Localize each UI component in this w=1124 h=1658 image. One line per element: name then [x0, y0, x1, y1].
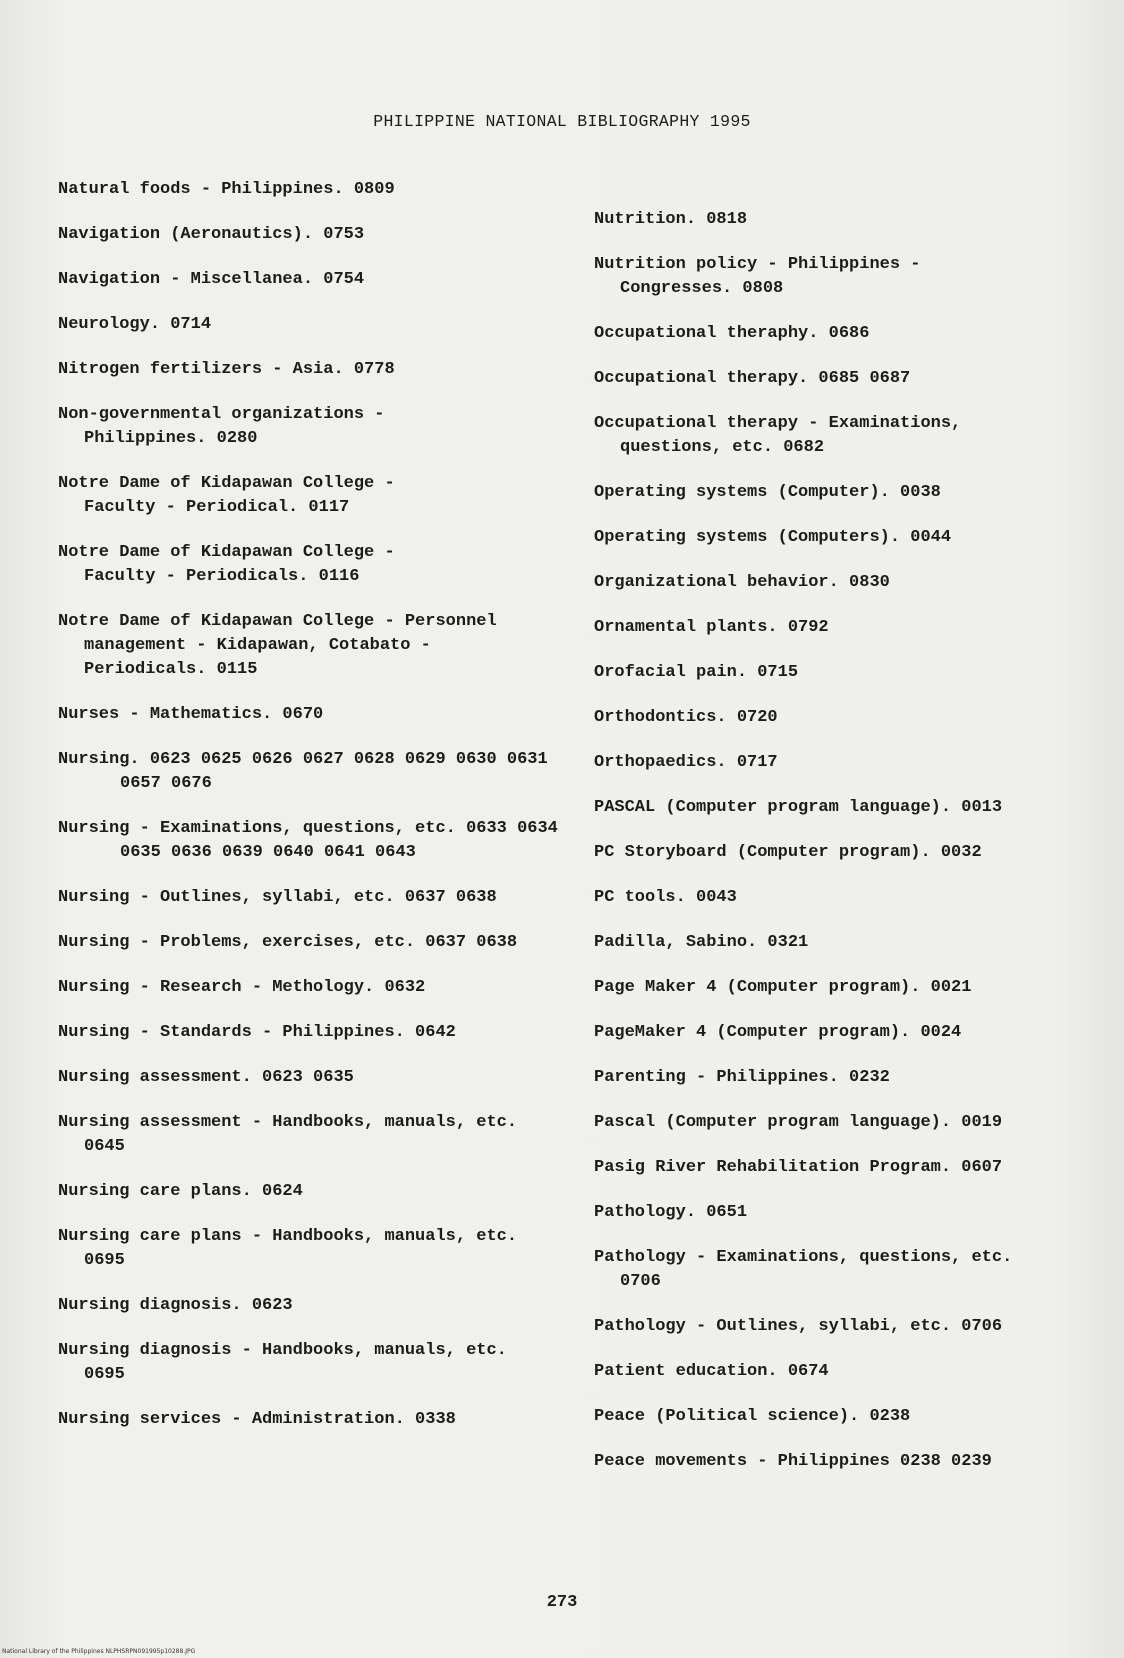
index-entry: Nursing care plans - Handbooks, manuals, etc. 0695 [58, 1227, 528, 1270]
index-entry: PC tools. 0043 [594, 888, 737, 907]
index-entry: Notre Dame of Kidapawan College - Faculty - Periodicals. 0116 [58, 543, 405, 586]
left-column [58, 178, 569, 1432]
index-entry: Patient education. 0674 [594, 1362, 829, 1381]
index-entry: Ornamental plants. 0792 [594, 618, 829, 637]
index-entry: Orthodontics. 0720 [594, 708, 778, 727]
page-title: PHILIPPINE NATIONAL BIBLIOGRAPHY 1995 [373, 112, 751, 131]
index-entry: Page Maker 4 (Computer program). 0021 [594, 978, 972, 997]
index-entry: Operating systems (Computers). 0044 [594, 528, 952, 547]
index-entry: Pathology - Outlines, syllabi, etc. 0706 [594, 1317, 1003, 1336]
index-entry: Nurses - Mathematics. 0670 [58, 705, 324, 724]
index-entry: PC Storyboard (Computer program). 0032 [594, 843, 982, 862]
index-entry: Nutrition policy - Philippines - Congresses. 0808 [594, 255, 931, 298]
index-entry: Nursing. 0623 0625 0626 0627 0628 0629 0630 0631 0657 0676 [58, 750, 558, 793]
page-number: 273 [546, 1593, 578, 1612]
index-entry: PASCAL (Computer program language). 0013 [594, 798, 1003, 817]
index-entry: Orthopaedics. 0717 [594, 753, 778, 772]
index-entry: Nursing services - Administration. 0338 [58, 1410, 456, 1429]
index-entry: Pathology. 0651 [594, 1203, 748, 1222]
index-entry: Nursing assessment - Handbooks, manuals, etc. 0645 [58, 1113, 528, 1156]
scan-footer: National Library of the Philippines NLPHSRPN091995p10288.JPG [2, 1648, 196, 1655]
index-entry: Nursing - Problems, exercises, etc. 0637 0638 [58, 933, 518, 952]
index-entry: Nursing care plans. 0624 [58, 1182, 303, 1201]
index-entry: Notre Dame of Kidapawan College - Personnel management - Kidapawan, Cotabato - Periodicals. 0115 [58, 612, 507, 679]
index-entry: Nitrogen fertilizers - Asia. 0778 [58, 360, 395, 379]
index-entry: Navigation - Miscellanea. 0754 [58, 270, 365, 289]
index-entry: Parenting - Philippines. 0232 [594, 1068, 890, 1087]
index-entry: Navigation (Aeronautics). 0753 [58, 225, 365, 244]
index-entry: Notre Dame of Kidapawan College - Faculty - Periodical. 0117 [58, 474, 405, 517]
index-entry: Occupational theraphy. 0686 [594, 324, 870, 343]
index-entry: Nutrition. 0818 [594, 210, 748, 229]
index-entry: Occupational therapy - Examinations, questions, etc. 0682 [594, 414, 972, 457]
index-entry: Pasig River Rehabilitation Program. 0607 [594, 1158, 1003, 1177]
index-entry: Peace (Political science). 0238 [594, 1407, 911, 1426]
index-entry: Occupational therapy. 0685 0687 [594, 369, 911, 388]
index-entry: Natural foods - Philippines. 0809 [58, 180, 395, 199]
index-entry: Operating systems (Computer). 0038 [594, 483, 941, 502]
index-entry: Padilla, Sabino. 0321 [594, 933, 809, 952]
index-entry: Pascal (Computer program language). 0019 [594, 1113, 1003, 1132]
index-entry: Nursing diagnosis - Handbooks, manuals, etc. 0695 [58, 1341, 518, 1384]
right-column [594, 208, 1114, 1474]
index-entry: Nursing - Standards - Philippines. 0642 [58, 1023, 456, 1042]
index-entry: Peace movements - Philippines 0238 0239 [594, 1452, 992, 1471]
index-entry: Neurology. 0714 [58, 315, 212, 334]
index-entry: Nursing - Outlines, syllabi, etc. 0637 0638 [58, 888, 497, 907]
index-entry: Pathology - Examinations, questions, etc. 0706 [594, 1248, 1023, 1291]
index-entry: Organizational behavior. 0830 [594, 573, 890, 592]
index-entry: Nursing - Research - Methology. 0632 [58, 978, 426, 997]
index-entry: Orofacial pain. 0715 [594, 663, 799, 682]
index-entry: Nursing assessment. 0623 0635 [58, 1068, 354, 1087]
index-entry: Non-governmental organizations - Philippines. 0280 [58, 405, 395, 448]
index-entry: Nursing diagnosis. 0623 [58, 1296, 293, 1315]
index-entry: Nursing - Examinations, questions, etc. 0633 0634 0635 0636 0639 0640 0641 0643 [58, 819, 569, 862]
index-entry: PageMaker 4 (Computer program). 0024 [594, 1023, 962, 1042]
